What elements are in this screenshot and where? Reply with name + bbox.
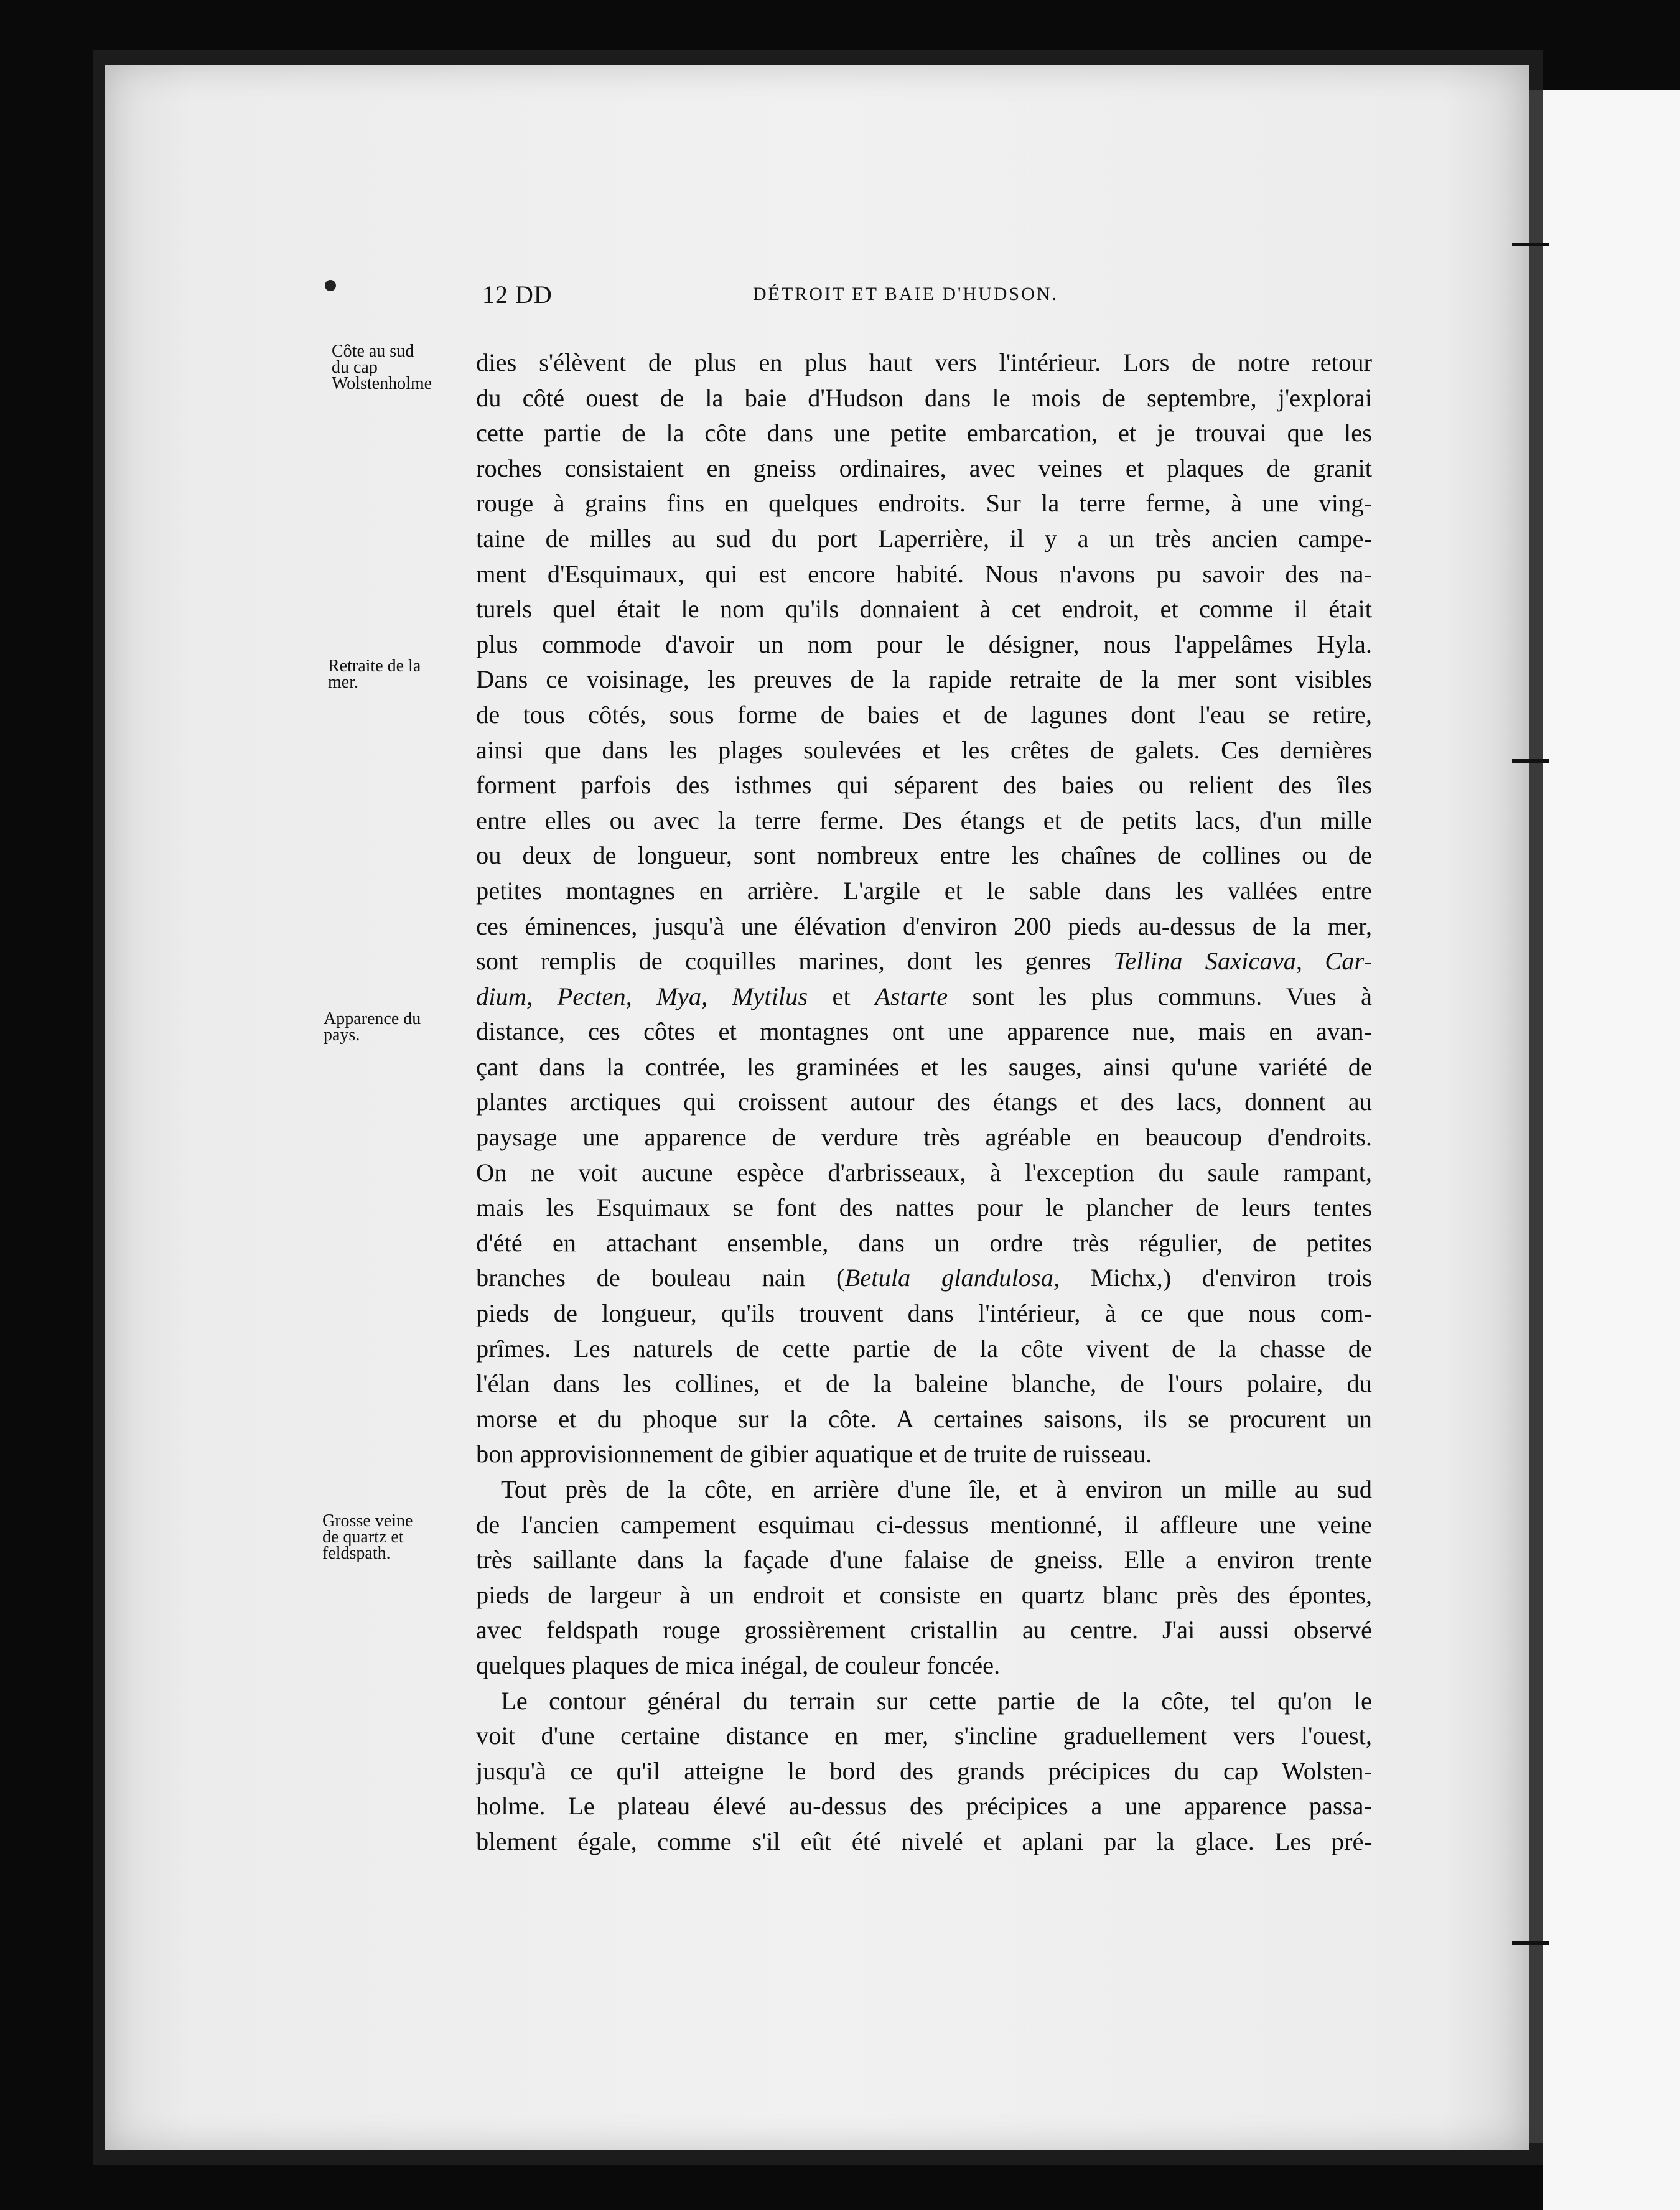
body-text bbox=[476, 345, 1372, 1860]
text-line: holme. Le plateau élevé au-dessus des précipices a une apparence passa- bbox=[476, 1792, 1372, 1821]
text-line: taine de milles au sud du port Laperrière, il y a un très ancien campe- bbox=[476, 524, 1372, 552]
text-line: pieds de largeur à un endroit et consiste en quartz blanc près des épontes, bbox=[476, 1580, 1372, 1609]
text-line: rouge à grains fins en quelques endroits. Sur la terre ferme, à une ving- bbox=[476, 489, 1372, 518]
text-line: de l'ancien campement esquimau ci-dessus mentionné, il affleure une veine bbox=[476, 1510, 1372, 1539]
text-line: çant dans la contrée, les graminées et les sauges, ainsi qu'une variété de bbox=[476, 1052, 1372, 1081]
binding-mark bbox=[1512, 1941, 1549, 1945]
page-gutter-shadow bbox=[1529, 90, 1543, 2143]
margin-note-cote-au-sud: Côte au sud du cap Wolstenholme bbox=[332, 342, 432, 393]
text-line: plus commode d'avoir un nom pour le désigner, nous l'appelâmes Hyla. bbox=[476, 630, 1372, 658]
text-line: ment d'Esquimaux, qui est encore habité. Nous n'avons pu savoir des na- bbox=[476, 559, 1372, 588]
text-line: blement égale, comme s'il eût été nivelé et aplani par la glace. Les pré- bbox=[476, 1827, 1372, 1855]
running-title: DÉTROIT ET BAIE D'HUDSON. bbox=[753, 284, 1058, 304]
text-line: branches de bouleau nain (Betula glandulosa, Michx,) d'environ trois bbox=[476, 1264, 1372, 1292]
text-line: bon approvisionnement de gibier aquatique et de truite de ruisseau. bbox=[476, 1440, 1152, 1468]
binding-mark bbox=[1512, 243, 1549, 246]
page-header bbox=[482, 280, 1167, 317]
text-line: dies s'élèvent de plus en plus haut vers l'intérieur. Lors de notre retour bbox=[476, 348, 1372, 376]
bullet-mark bbox=[325, 280, 336, 291]
text-line: Le contour général du terrain sur cette partie de la côte, tel qu'on le bbox=[501, 1686, 1372, 1715]
text-line: plantes arctiques qui croissent autour des étangs et des lacs, donnent au bbox=[476, 1088, 1372, 1116]
text-line: sont remplis de coquilles marines, dont les genres Tellina Saxicava, Car- bbox=[476, 947, 1372, 976]
adjacent-page-edge bbox=[1543, 90, 1680, 2210]
text-line: morse et du phoque sur la côte. A certaines saisons, ils se procurent un bbox=[476, 1404, 1372, 1433]
text-line: Tout près de la côte, en arrière d'une île, et à environ un mille au sud bbox=[501, 1475, 1372, 1503]
binding-mark bbox=[1512, 759, 1549, 763]
text-line: voit d'une certaine distance en mer, s'incline graduellement vers l'ouest, bbox=[476, 1722, 1372, 1750]
text-line: petites montagnes en arrière. L'argile et le sable dans les vallées entre bbox=[476, 876, 1372, 905]
text-line: dium, Pecten, Mya, Mytilus et Astarte sont les plus communs. Vues à bbox=[476, 982, 1372, 1010]
text-line: l'élan dans les collines, et de la baleine blanche, de l'ours polaire, du bbox=[476, 1369, 1372, 1398]
text-line: pieds de longueur, qu'ils trouvent dans l'intérieur, à ce que nous com- bbox=[476, 1299, 1372, 1328]
page-number: 12 DD bbox=[482, 281, 553, 309]
text-line: roches consistaient en gneiss ordinaires, avec veines et plaques de granit bbox=[476, 454, 1372, 482]
text-line: mais les Esquimaux se font des nattes pour le plancher de leurs tentes bbox=[476, 1193, 1372, 1222]
text-line: turels quel était le nom qu'ils donnaient à cet endroit, et comme il était bbox=[476, 595, 1372, 623]
text-line: distance, ces côtes et montagnes ont une apparence nue, mais en avan- bbox=[476, 1017, 1372, 1046]
text-line: très saillante dans la façade d'une falaise de gneiss. Elle a environ trente bbox=[476, 1546, 1372, 1574]
text-line: ou deux de longueur, sont nombreux entre les chaînes de collines ou de bbox=[476, 841, 1372, 870]
text-line: quelques plaques de mica inégal, de couleur foncée. bbox=[476, 1651, 1001, 1679]
text-line: paysage une apparence de verdure très agréable en beaucoup d'endroits. bbox=[476, 1123, 1372, 1152]
text-line: du côté ouest de la baie d'Hudson dans le mois de septembre, j'explorai bbox=[476, 383, 1372, 412]
text-line: ainsi que dans les plages soulevées et les crêtes de galets. Ces dernières bbox=[476, 735, 1372, 764]
text-line: d'été en attachant ensemble, dans un ordre très régulier, de petites bbox=[476, 1228, 1372, 1257]
text-line: ces éminences, jusqu'à une élévation d'environ 200 pieds au-dessus de la mer, bbox=[476, 912, 1372, 940]
text-line: avec feldspath rouge grossièrement cristallin au centre. J'ai aussi observé bbox=[476, 1616, 1372, 1644]
margin-note-apparence: Apparence du pays. bbox=[324, 1009, 421, 1045]
text-line: Dans ce voisinage, les preuves de la rapide retraite de la mer sont visibles bbox=[476, 665, 1372, 694]
text-line: On ne voit aucune espèce d'arbrisseaux, à l'exception du saule rampant, bbox=[476, 1158, 1372, 1187]
text-line: entre elles ou avec la terre ferme. Des étangs et de petits lacs, d'un mille bbox=[476, 806, 1372, 834]
text-line: forment parfois des isthmes qui séparent des baies ou relient des îles bbox=[476, 771, 1372, 800]
margin-note-retraite: Retraite de la mer. bbox=[328, 656, 421, 692]
text-line: jusqu'à ce qu'il atteigne le bord des grands précipices du cap Wolsten- bbox=[476, 1756, 1372, 1785]
text-line: de tous côtés, sous forme de baies et de lagunes dont l'eau se retire, bbox=[476, 700, 1372, 729]
margin-note-grosse-veine: Grosse veine de quartz et feldspath. bbox=[322, 1511, 413, 1563]
text-line: prîmes. Les naturels de cette partie de la côte vivent de la chasse de bbox=[476, 1334, 1372, 1363]
text-line: cette partie de la côte dans une petite embarcation, et je trouvai que les bbox=[476, 419, 1372, 447]
